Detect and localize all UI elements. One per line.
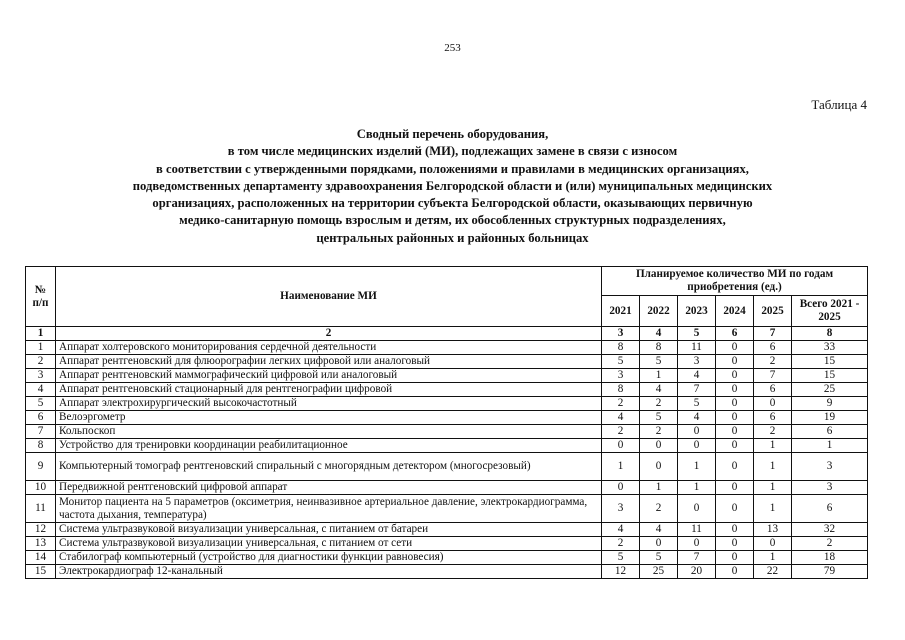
year-quantity-cell: 2 [640, 425, 678, 439]
row-number-cell: 5 [26, 397, 56, 411]
year-quantity-cell: 5 [602, 551, 640, 565]
row-number-cell: 15 [26, 565, 56, 579]
title-line: организациях, расположенных на территории субъекта Белгородской области, оказывающих первичную [152, 196, 753, 211]
year-quantity-cell: 1 [754, 495, 792, 523]
year-quantity-cell: 0 [716, 355, 754, 369]
year-quantity-cell: 2 [602, 397, 640, 411]
year-quantity-cell: 1 [640, 369, 678, 383]
item-name-cell: Кольпоскоп [56, 425, 602, 439]
year-quantity-cell: 4 [640, 523, 678, 537]
year-quantity-cell: 8 [640, 341, 678, 355]
column-header-number: № п/п [26, 267, 56, 327]
year-quantity-cell: 0 [678, 439, 716, 453]
year-quantity-cell: 2 [754, 425, 792, 439]
row-number-cell: 6 [26, 411, 56, 425]
index-cell: 1 [26, 327, 56, 341]
table-row [26, 425, 868, 439]
year-quantity-cell: 2 [602, 425, 640, 439]
year-quantity-cell: 0 [602, 481, 640, 495]
total-quantity-cell: 25 [792, 383, 868, 397]
index-cell: 3 [602, 327, 640, 341]
item-name-cell: Стабилограф компьютерный (устройство для диагностики функции равновесия) [56, 551, 602, 565]
item-name-cell: Аппарат холтеровского мониторирования сердечной деятельности [56, 341, 602, 355]
row-number-cell: 14 [26, 551, 56, 565]
total-quantity-cell: 15 [792, 369, 868, 383]
total-quantity-cell: 19 [792, 411, 868, 425]
year-quantity-cell: 6 [754, 411, 792, 425]
row-number-cell: 7 [26, 425, 56, 439]
item-name-cell: Устройство для тренировки координации реабилитационное [56, 439, 602, 453]
year-quantity-cell: 0 [678, 537, 716, 551]
year-quantity-cell: 5 [602, 355, 640, 369]
year-quantity-cell: 0 [716, 481, 754, 495]
year-quantity-cell: 3 [602, 369, 640, 383]
index-cell: 4 [640, 327, 678, 341]
year-quantity-cell: 5 [640, 411, 678, 425]
year-quantity-cell: 0 [640, 439, 678, 453]
year-quantity-cell: 0 [716, 523, 754, 537]
item-name-cell: Система ультразвуковой визуализации универсальная, с питанием от сети [56, 537, 602, 551]
year-quantity-cell: 5 [640, 551, 678, 565]
year-quantity-cell: 4 [678, 411, 716, 425]
year-quantity-cell: 7 [678, 551, 716, 565]
table-label: Таблица 4 [811, 97, 867, 112]
row-number-cell: 3 [26, 369, 56, 383]
year-quantity-cell: 1 [602, 453, 640, 481]
year-quantity-cell: 0 [716, 397, 754, 411]
column-header-year: 2024 [716, 296, 754, 327]
total-quantity-cell: 15 [792, 355, 868, 369]
year-quantity-cell: 1 [640, 481, 678, 495]
item-name-cell: Велоэргометр [56, 411, 602, 425]
column-header-year: 2025 [754, 296, 792, 327]
year-quantity-cell: 0 [716, 439, 754, 453]
column-header-year: 2023 [678, 296, 716, 327]
total-quantity-cell: 9 [792, 397, 868, 411]
table-row [26, 369, 868, 383]
table-row [26, 411, 868, 425]
row-number-cell: 12 [26, 523, 56, 537]
item-name-cell: Аппарат рентгеновский маммографический цифровой или аналоговый [56, 369, 602, 383]
table-row [26, 355, 868, 369]
year-quantity-cell: 0 [640, 453, 678, 481]
index-cell: 2 [56, 327, 602, 341]
table-row [26, 397, 868, 411]
year-quantity-cell: 0 [716, 537, 754, 551]
year-quantity-cell: 0 [716, 341, 754, 355]
total-quantity-cell: 2 [792, 537, 868, 551]
total-quantity-cell: 6 [792, 495, 868, 523]
year-quantity-cell: 6 [754, 383, 792, 397]
table-row [26, 453, 868, 481]
table-row [26, 565, 868, 579]
column-header-year: 2022 [640, 296, 678, 327]
year-quantity-cell: 20 [678, 565, 716, 579]
item-name-cell: Электрокардиограф 12-канальный [56, 565, 602, 579]
item-name-cell: Компьютерный томограф рентгеновский спиральный с многорядным детектором (многосрезовый) [56, 453, 602, 481]
row-number-cell: 8 [26, 439, 56, 453]
year-quantity-cell: 3 [602, 495, 640, 523]
year-quantity-cell: 1 [754, 481, 792, 495]
year-quantity-cell: 0 [716, 551, 754, 565]
total-quantity-cell: 3 [792, 453, 868, 481]
total-quantity-cell: 3 [792, 481, 868, 495]
total-quantity-cell: 6 [792, 425, 868, 439]
year-quantity-cell: 1 [754, 439, 792, 453]
year-quantity-cell: 4 [602, 523, 640, 537]
year-quantity-cell: 1 [754, 453, 792, 481]
year-quantity-cell: 1 [754, 551, 792, 565]
table-row [26, 495, 868, 523]
column-header-total: Всего 2021 - 2025 [792, 296, 868, 327]
year-quantity-cell: 1 [678, 481, 716, 495]
row-number-cell: 10 [26, 481, 56, 495]
year-quantity-cell: 2 [602, 537, 640, 551]
year-quantity-cell: 0 [716, 565, 754, 579]
equipment-table [25, 266, 868, 579]
column-header-year: 2021 [602, 296, 640, 327]
total-quantity-cell: 33 [792, 341, 868, 355]
year-quantity-cell: 7 [754, 369, 792, 383]
title-line: Сводный перечень оборудования, [356, 127, 549, 141]
row-number-cell: 11 [26, 495, 56, 523]
year-quantity-cell: 2 [640, 495, 678, 523]
item-name-cell: Передвижной рентгеновский цифровой аппарат [56, 481, 602, 495]
year-quantity-cell: 12 [602, 565, 640, 579]
column-header-name: Наименование МИ [56, 267, 602, 327]
total-quantity-cell: 32 [792, 523, 868, 537]
table-row [26, 481, 868, 495]
table-row [26, 537, 868, 551]
year-quantity-cell: 0 [678, 425, 716, 439]
year-quantity-cell: 3 [678, 355, 716, 369]
year-quantity-cell: 13 [754, 523, 792, 537]
index-cell: 6 [716, 327, 754, 341]
row-number-cell: 13 [26, 537, 56, 551]
year-quantity-cell: 4 [678, 369, 716, 383]
year-quantity-cell: 5 [678, 397, 716, 411]
item-name-cell: Аппарат рентгеновский стационарный для рентгенографии цифровой [56, 383, 602, 397]
year-quantity-cell: 8 [602, 383, 640, 397]
index-cell: 8 [792, 327, 868, 341]
total-quantity-cell: 79 [792, 565, 868, 579]
year-quantity-cell: 0 [754, 397, 792, 411]
year-quantity-cell: 0 [716, 495, 754, 523]
year-quantity-cell: 0 [602, 439, 640, 453]
item-name-cell: Монитор пациента на 5 параметров (оксиметрия, неинвазивное артериальное давление, электрокардиограмма, частота дыхания, температура) [56, 495, 602, 523]
item-name-cell: Аппарат электрохирургический высокочастотный [56, 397, 602, 411]
year-quantity-cell: 11 [678, 523, 716, 537]
table-row [26, 383, 868, 397]
year-quantity-cell: 0 [678, 495, 716, 523]
year-quantity-cell: 0 [716, 453, 754, 481]
table-row [26, 439, 868, 453]
year-quantity-cell: 4 [640, 383, 678, 397]
row-number-cell: 2 [26, 355, 56, 369]
index-cell: 7 [754, 327, 792, 341]
title-line: подведомственных департаменту здравоохранения Белгородской области и (или) муниципальных медицинских [132, 178, 773, 193]
year-quantity-cell: 0 [716, 425, 754, 439]
document-title [40, 126, 865, 247]
year-quantity-cell: 11 [678, 341, 716, 355]
year-quantity-cell: 2 [640, 397, 678, 411]
column-header-planned: Планируемое количество МИ по годам приобретения (ед.) [602, 267, 868, 296]
row-number-cell: 1 [26, 341, 56, 355]
title-line: в соответствии с утвержденными порядками, положениями и правилами в медицинских организациях, [156, 161, 749, 176]
index-cell: 5 [678, 327, 716, 341]
year-quantity-cell: 5 [640, 355, 678, 369]
row-number-cell: 4 [26, 383, 56, 397]
year-quantity-cell: 7 [678, 383, 716, 397]
page-number: 253 [444, 42, 461, 54]
year-quantity-cell: 6 [754, 341, 792, 355]
year-quantity-cell: 0 [754, 537, 792, 551]
year-quantity-cell: 0 [716, 369, 754, 383]
item-name-cell: Аппарат рентгеновский для флюорографии легких цифровой или аналоговый [56, 355, 602, 369]
year-quantity-cell: 0 [716, 383, 754, 397]
table-row [26, 523, 868, 537]
title-line: центральных районных и районных больницах [316, 230, 589, 245]
year-quantity-cell: 4 [602, 411, 640, 425]
year-quantity-cell: 2 [754, 355, 792, 369]
total-quantity-cell: 18 [792, 551, 868, 565]
title-line: медико-санитарную помощь взрослым и детям, их обособленных структурных подразделениях, [179, 213, 726, 228]
year-quantity-cell: 25 [640, 565, 678, 579]
table-row [26, 551, 868, 565]
year-quantity-cell: 0 [716, 411, 754, 425]
table-row [26, 341, 868, 355]
column-index-row [26, 327, 868, 341]
total-quantity-cell: 1 [792, 439, 868, 453]
row-number-cell: 9 [26, 453, 56, 481]
year-quantity-cell: 1 [678, 453, 716, 481]
year-quantity-cell: 0 [640, 537, 678, 551]
year-quantity-cell: 22 [754, 565, 792, 579]
title-line: в том числе медицинских изделий (МИ), подлежащих замене в связи с износом [227, 144, 678, 159]
item-name-cell: Система ультразвуковой визуализации универсальная, с питанием от батареи [56, 523, 602, 537]
year-quantity-cell: 8 [602, 341, 640, 355]
